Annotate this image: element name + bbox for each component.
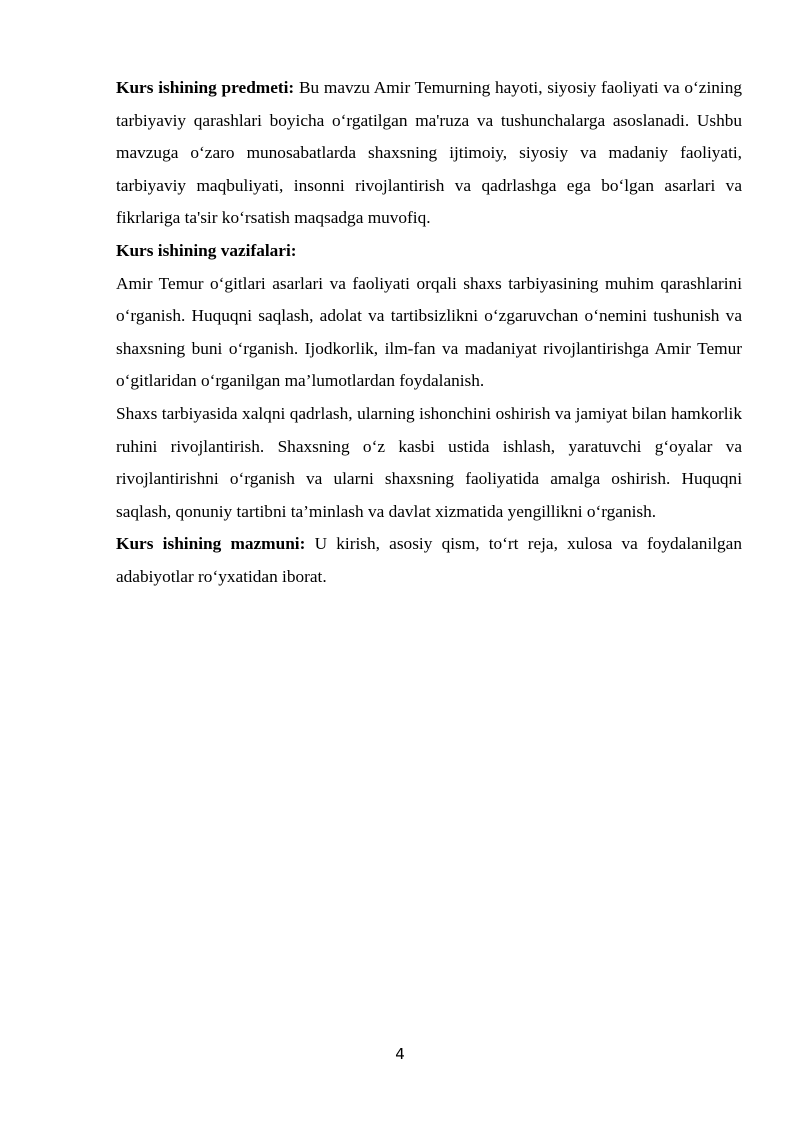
subject-heading: Kurs ishining predmeti: — [116, 78, 295, 97]
content-text: U kirish, asosiy qism, to‘rt reja, xulosa va foydalanilgan adabiyotlar ro‘yxatidan iborat. — [116, 534, 742, 586]
page-number: 4 — [395, 1045, 405, 1063]
content-paragraph — [116, 528, 742, 593]
subject-text: Bu mavzu Amir Temurning hayoti, siyosiy faoliyati va o‘zining tarbiyaviy qarashlari boyicha o‘rgatilgan ma'ruza va tushunchalarga asoslanadi. Ushbu mavzuga o‘zaro munosabatlarda shaxsning ijtimoiy, siyosiy va madaniy faoliyati, tarbiyaviy maqbuliyati, insonni rivojlantirish va qadrlashga ega bo‘lgan asarlari va fikrlariga ta'sir ko‘rsatish maqsadga muvofiq. — [116, 78, 742, 228]
document-body — [116, 72, 742, 594]
subject-paragraph — [116, 72, 742, 235]
content-heading: Kurs ishining mazmuni: — [116, 534, 306, 554]
tasks-paragraph-2: Shaxs tarbiyasida xalqni qadrlash, ularning ishonchini oshirish va jamiyat bilan hamkorlik ruhini rivojlantirish. Shaxsning o‘z kasbi ustida ishlash, yaratuvchi g‘oyalar va rivojlantirishni o‘rganish va ularni shaxsning faoliyatida amalga oshirish. Huquqni saqlash, qonuniy tartibni ta’minlash va davlat xizmatida yengillikni o‘rganish. — [116, 403, 742, 521]
tasks-heading-paragraph — [116, 235, 742, 268]
tasks-paragraph-1: Amir Temur o‘gitlari asarlari va faoliyati orqali shaxs tarbiyasining muhim qarashlarini o‘rganish. Huquqni saqlash, adolat va tartibsizlikni o‘zgaruvchan o‘nemini tushunish va shaxsning buni o‘rganish. Ijodkorlik, ilm-fan va madaniyat rivojlantirishga Amir Temur o‘gitlaridan o‘rganilgan ma’lumotlardan foydalanish. — [116, 273, 742, 391]
tasks-heading: Kurs ishining vazifalari: — [116, 240, 297, 260]
